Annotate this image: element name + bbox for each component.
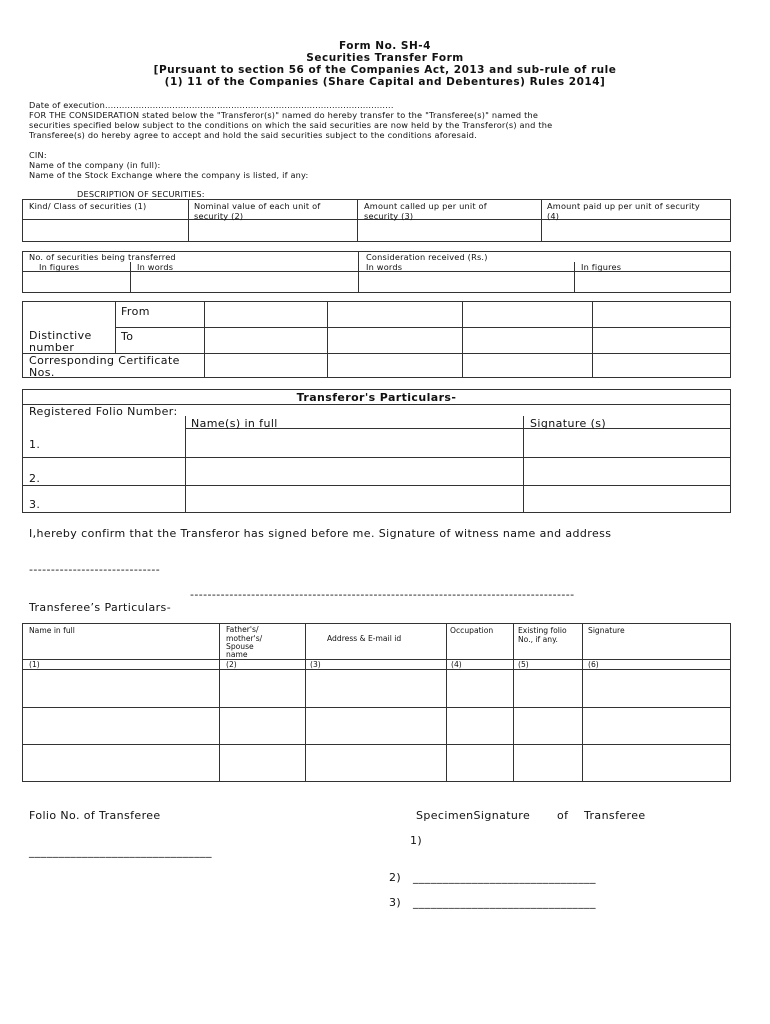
consideration-text-3: Transferee(s) do hereby agree to accept and hold the said securities subject to the conditions aforesaid. (29, 130, 477, 140)
desc-col-nominal-2: security (2) (194, 211, 244, 221)
consideration-text-2: securities specified below subject to the conditions on which the said securities are now held by the Transferor(s) and the (29, 120, 553, 130)
consideration-received-label: Consideration received (Rs.) (366, 252, 488, 262)
transferor-title: Transferor's Particulars- (296, 391, 457, 404)
witness-signature-line[interactable]: ------------------------------ (29, 563, 161, 576)
kind-field[interactable] (23, 220, 187, 241)
transferee-col-address: Address & E-mail id (327, 634, 402, 643)
specimen-number-2: 2) (389, 871, 402, 884)
transferor-signature-field-2[interactable] (524, 458, 730, 484)
specimen-signature-label: SpecimenSignature (416, 809, 531, 822)
securities-words-field[interactable] (131, 272, 357, 292)
transferor-names-header: Name(s) in full (191, 417, 278, 430)
transferee-row[interactable] (23, 745, 731, 781)
cin-label: CIN: (29, 150, 47, 160)
desc-col-paid-2: (4) (547, 211, 560, 221)
folio-transferee-field[interactable]: _______________________________ (29, 845, 212, 858)
nominal-value-field[interactable] (189, 220, 356, 241)
witness-address-line[interactable]: ---------------------------------------------------------------------------------------- (190, 588, 575, 601)
in-words-label: In words (137, 262, 174, 272)
date-of-execution[interactable]: Date of execution....................................................................................................... (29, 100, 394, 110)
transferor-row-2-label: 2. (29, 472, 41, 485)
pursuant-line-2: (1) 11 of the Companies (Share Capital and Debentures) Rules 2014] (164, 76, 606, 88)
form-number: Form No. SH-4 (339, 40, 431, 52)
transferee-col-parent-2: mother's/ (226, 633, 263, 643)
consideration-words-field[interactable] (359, 272, 573, 292)
amount-paid-field[interactable] (542, 220, 730, 241)
form-title: Securities Transfer Form (306, 52, 464, 64)
transferor-name-field-1[interactable] (186, 429, 522, 456)
certificate-label-2: Nos. (29, 366, 55, 379)
securities-figures-field[interactable] (23, 272, 129, 292)
transferee-num-4: (4) (451, 660, 462, 669)
specimen-signature-field-2[interactable]: _______________________________ (413, 871, 596, 884)
in-figures-label: In figures (39, 262, 80, 272)
amount-called-field[interactable] (358, 220, 540, 241)
transferee-num-1: (1) (29, 660, 40, 669)
transferee-col-parent-3: Spouse (226, 642, 254, 651)
specimen-signature-field-3[interactable]: _______________________________ (413, 896, 596, 909)
transferee-row[interactable] (23, 670, 731, 706)
in-words-label-2: In words (366, 262, 403, 272)
distinctive-label-1: Distinctive (29, 329, 92, 342)
desc-col-kind: Kind/ Class of securities (1) (29, 201, 147, 211)
transferee-col-folio-2: No., if any. (518, 635, 558, 644)
consideration-figures-field[interactable] (575, 272, 730, 292)
certificate-label-1: Corresponding Certificate (29, 354, 180, 367)
transferee-col-parent-4: name (226, 650, 248, 659)
transferee-col-occupation: Occupation (450, 626, 494, 635)
transferor-signature-header: Signature (s) (530, 417, 607, 430)
specimen-of-label: of (557, 809, 569, 822)
transferee-col-folio-1: Existing folio (518, 626, 567, 635)
certificate-field-1[interactable] (205, 354, 326, 377)
transferee-num-6: (6) (588, 660, 599, 669)
no-of-securities-label: No. of securities being transferred (29, 252, 176, 262)
transferor-signature-field-3[interactable] (524, 486, 730, 512)
transferor-row-1-label: 1. (29, 438, 41, 451)
specimen-number-3: 3) (389, 896, 402, 909)
transferee-col-parent-1: Father's/ (226, 625, 259, 634)
transferor-name-field-2[interactable] (186, 458, 522, 484)
registered-folio-label[interactable]: Registered Folio Number: (29, 405, 178, 418)
from-field-1[interactable] (205, 302, 326, 326)
description-title: DESCRIPTION OF SECURITIES: (77, 189, 205, 199)
transferee-num-5: (5) (518, 660, 529, 669)
transferee-num-3: (3) (310, 660, 321, 669)
from-label: From (121, 305, 150, 318)
transferee-row[interactable] (23, 708, 731, 743)
folio-transferee-label: Folio No. of Transferee (29, 809, 161, 822)
desc-col-called-1: Amount called up per unit of (364, 201, 487, 211)
transferee-col-signature: Signature (588, 626, 625, 635)
transferee-title: Transferee’s Particulars- (29, 601, 172, 614)
specimen-transferee-label: Transferee (584, 809, 646, 822)
transferee-num-2: (2) (226, 660, 237, 669)
consideration-text-1: FOR THE CONSIDERATION stated below the "Transferor(s)" named do hereby transfer to the "Transferee(s)" named the (29, 110, 539, 120)
witness-confirmation: I,hereby confirm that the Transferor has signed before me. Signature of witness name and address (29, 527, 612, 540)
transferee-col-name: Name in full (29, 626, 75, 635)
specimen-number-1: 1) (410, 834, 423, 847)
stock-exchange-label: Name of the Stock Exchange where the company is listed, if any: (29, 170, 309, 180)
to-label: To (121, 330, 134, 343)
desc-col-called-2: security (3) (364, 211, 414, 221)
to-field-1[interactable] (205, 328, 326, 352)
transferor-signature-field-1[interactable] (524, 429, 730, 456)
company-name-label: Name of the company (in full): (29, 160, 161, 170)
transferor-row-3-label: 3. (29, 498, 41, 511)
in-figures-label-2: In figures (581, 262, 622, 272)
desc-col-nominal-1: Nominal value of each unit of (194, 201, 321, 211)
distinctive-label-2: number (29, 341, 75, 354)
pursuant-line-1: [Pursuant to section 56 of the Companies Act, 2013 and sub-rule of rule (153, 64, 617, 76)
transferor-name-field-3[interactable] (186, 486, 522, 512)
desc-col-paid-1: Amount paid up per unit of security (547, 201, 700, 211)
